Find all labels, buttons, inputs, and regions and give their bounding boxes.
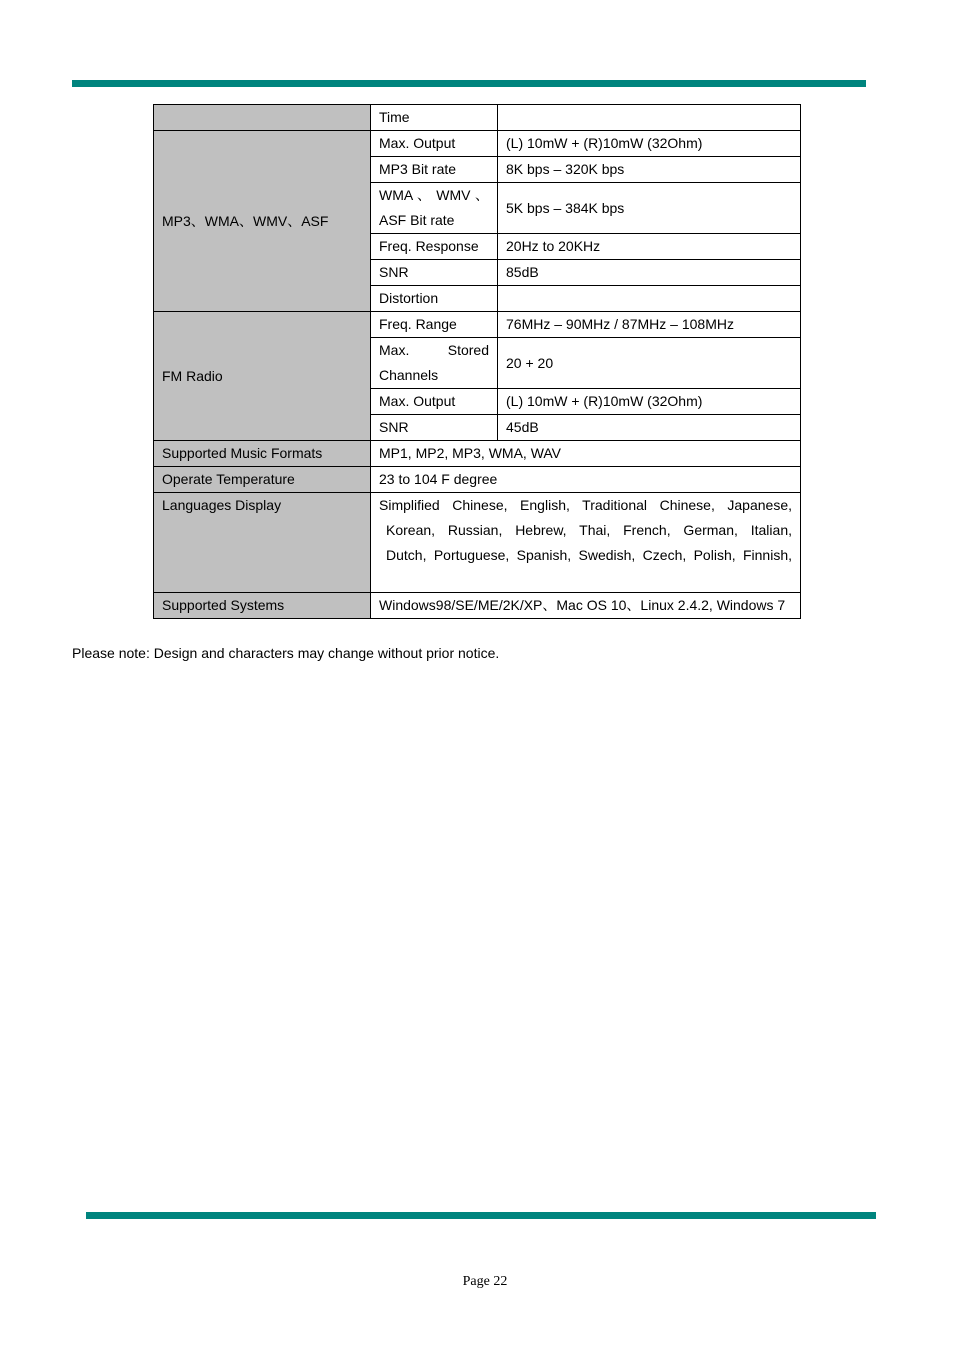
table-row — [154, 467, 801, 493]
value-fm-max-output: (L) 10mW + (R)10mW (32Ohm) — [498, 389, 801, 415]
param-freq-range: Freq. Range — [371, 312, 498, 338]
param-wma-bitrate-line2: ASF Bit rate — [379, 212, 455, 228]
category-languages: Languages Display — [154, 493, 371, 593]
notice-text: Please note: Design and characters may change without prior notice. — [72, 645, 500, 661]
param-wma-bitrate — [371, 183, 498, 234]
param-snr: SNR — [371, 260, 498, 286]
param-fm-max-output: Max. Output — [371, 389, 498, 415]
category-music-formats: Supported Music Formats — [154, 441, 371, 467]
table-row — [154, 312, 801, 338]
param-stored-channels-line2: Channels — [379, 367, 439, 383]
param-max-output: Max. Output — [371, 131, 498, 157]
category-cell-empty — [154, 105, 371, 131]
value-wma-bitrate: 5K bps – 384K bps — [498, 183, 801, 234]
languages-line2: Korean, Russian, Hebrew, Thai, French, German, Italian, — [386, 522, 792, 538]
param-time: Time — [371, 105, 498, 131]
table-row — [154, 131, 801, 157]
value-stored-channels: 20 + 20 — [498, 338, 801, 389]
value-fm-snr: 45dB — [498, 415, 801, 441]
value-max-output: (L) 10mW + (R)10mW (32Ohm) — [498, 131, 801, 157]
value-systems: Windows98/SE/ME/2K/XP、Mac OS 10、Linux 2.4.2, Windows 7 — [371, 593, 801, 619]
category-systems: Supported Systems — [154, 593, 371, 619]
category-fm-radio: FM Radio — [154, 312, 371, 441]
param-stored-channels-line1: Max. Stored — [379, 342, 489, 358]
value-distortion — [498, 286, 801, 312]
table-row — [154, 593, 801, 619]
value-freq-range: 76MHz – 90MHz / 87MHz – 108MHz — [498, 312, 801, 338]
footer-rule — [86, 1212, 876, 1219]
param-stored-channels — [371, 338, 498, 389]
table-row — [154, 493, 801, 593]
value-temperature: 23 to 104 F degree — [371, 467, 801, 493]
value-languages — [371, 493, 801, 593]
value-music-formats: MP1, MP2, MP3, WMA, WAV — [371, 441, 801, 467]
param-distortion: Distortion — [371, 286, 498, 312]
param-freq-response: Freq. Response — [371, 234, 498, 260]
specifications-table — [153, 104, 801, 619]
languages-line3: Dutch, Portuguese, Spanish, Swedish, Czech, Polish, Finnish, — [386, 547, 792, 563]
category-temperature: Operate Temperature — [154, 467, 371, 493]
value-snr: 85dB — [498, 260, 801, 286]
languages-line1: Simplified Chinese, English, Traditional Chinese, Japanese, — [379, 497, 792, 513]
param-fm-snr: SNR — [371, 415, 498, 441]
table-row — [154, 105, 801, 131]
table-row — [154, 441, 801, 467]
value-mp3-bitrate: 8K bps – 320K bps — [498, 157, 801, 183]
page-number: Page 22 — [462, 1274, 508, 1289]
param-wma-bitrate-line1: WMA 、 WMV 、 — [379, 187, 489, 203]
value-freq-response: 20Hz to 20KHz — [498, 234, 801, 260]
header-rule — [72, 80, 866, 87]
category-mp3-wma-wmv-asf: MP3、WMA、WMV、ASF — [154, 131, 371, 312]
value-time — [498, 105, 801, 131]
param-mp3-bitrate: MP3 Bit rate — [371, 157, 498, 183]
